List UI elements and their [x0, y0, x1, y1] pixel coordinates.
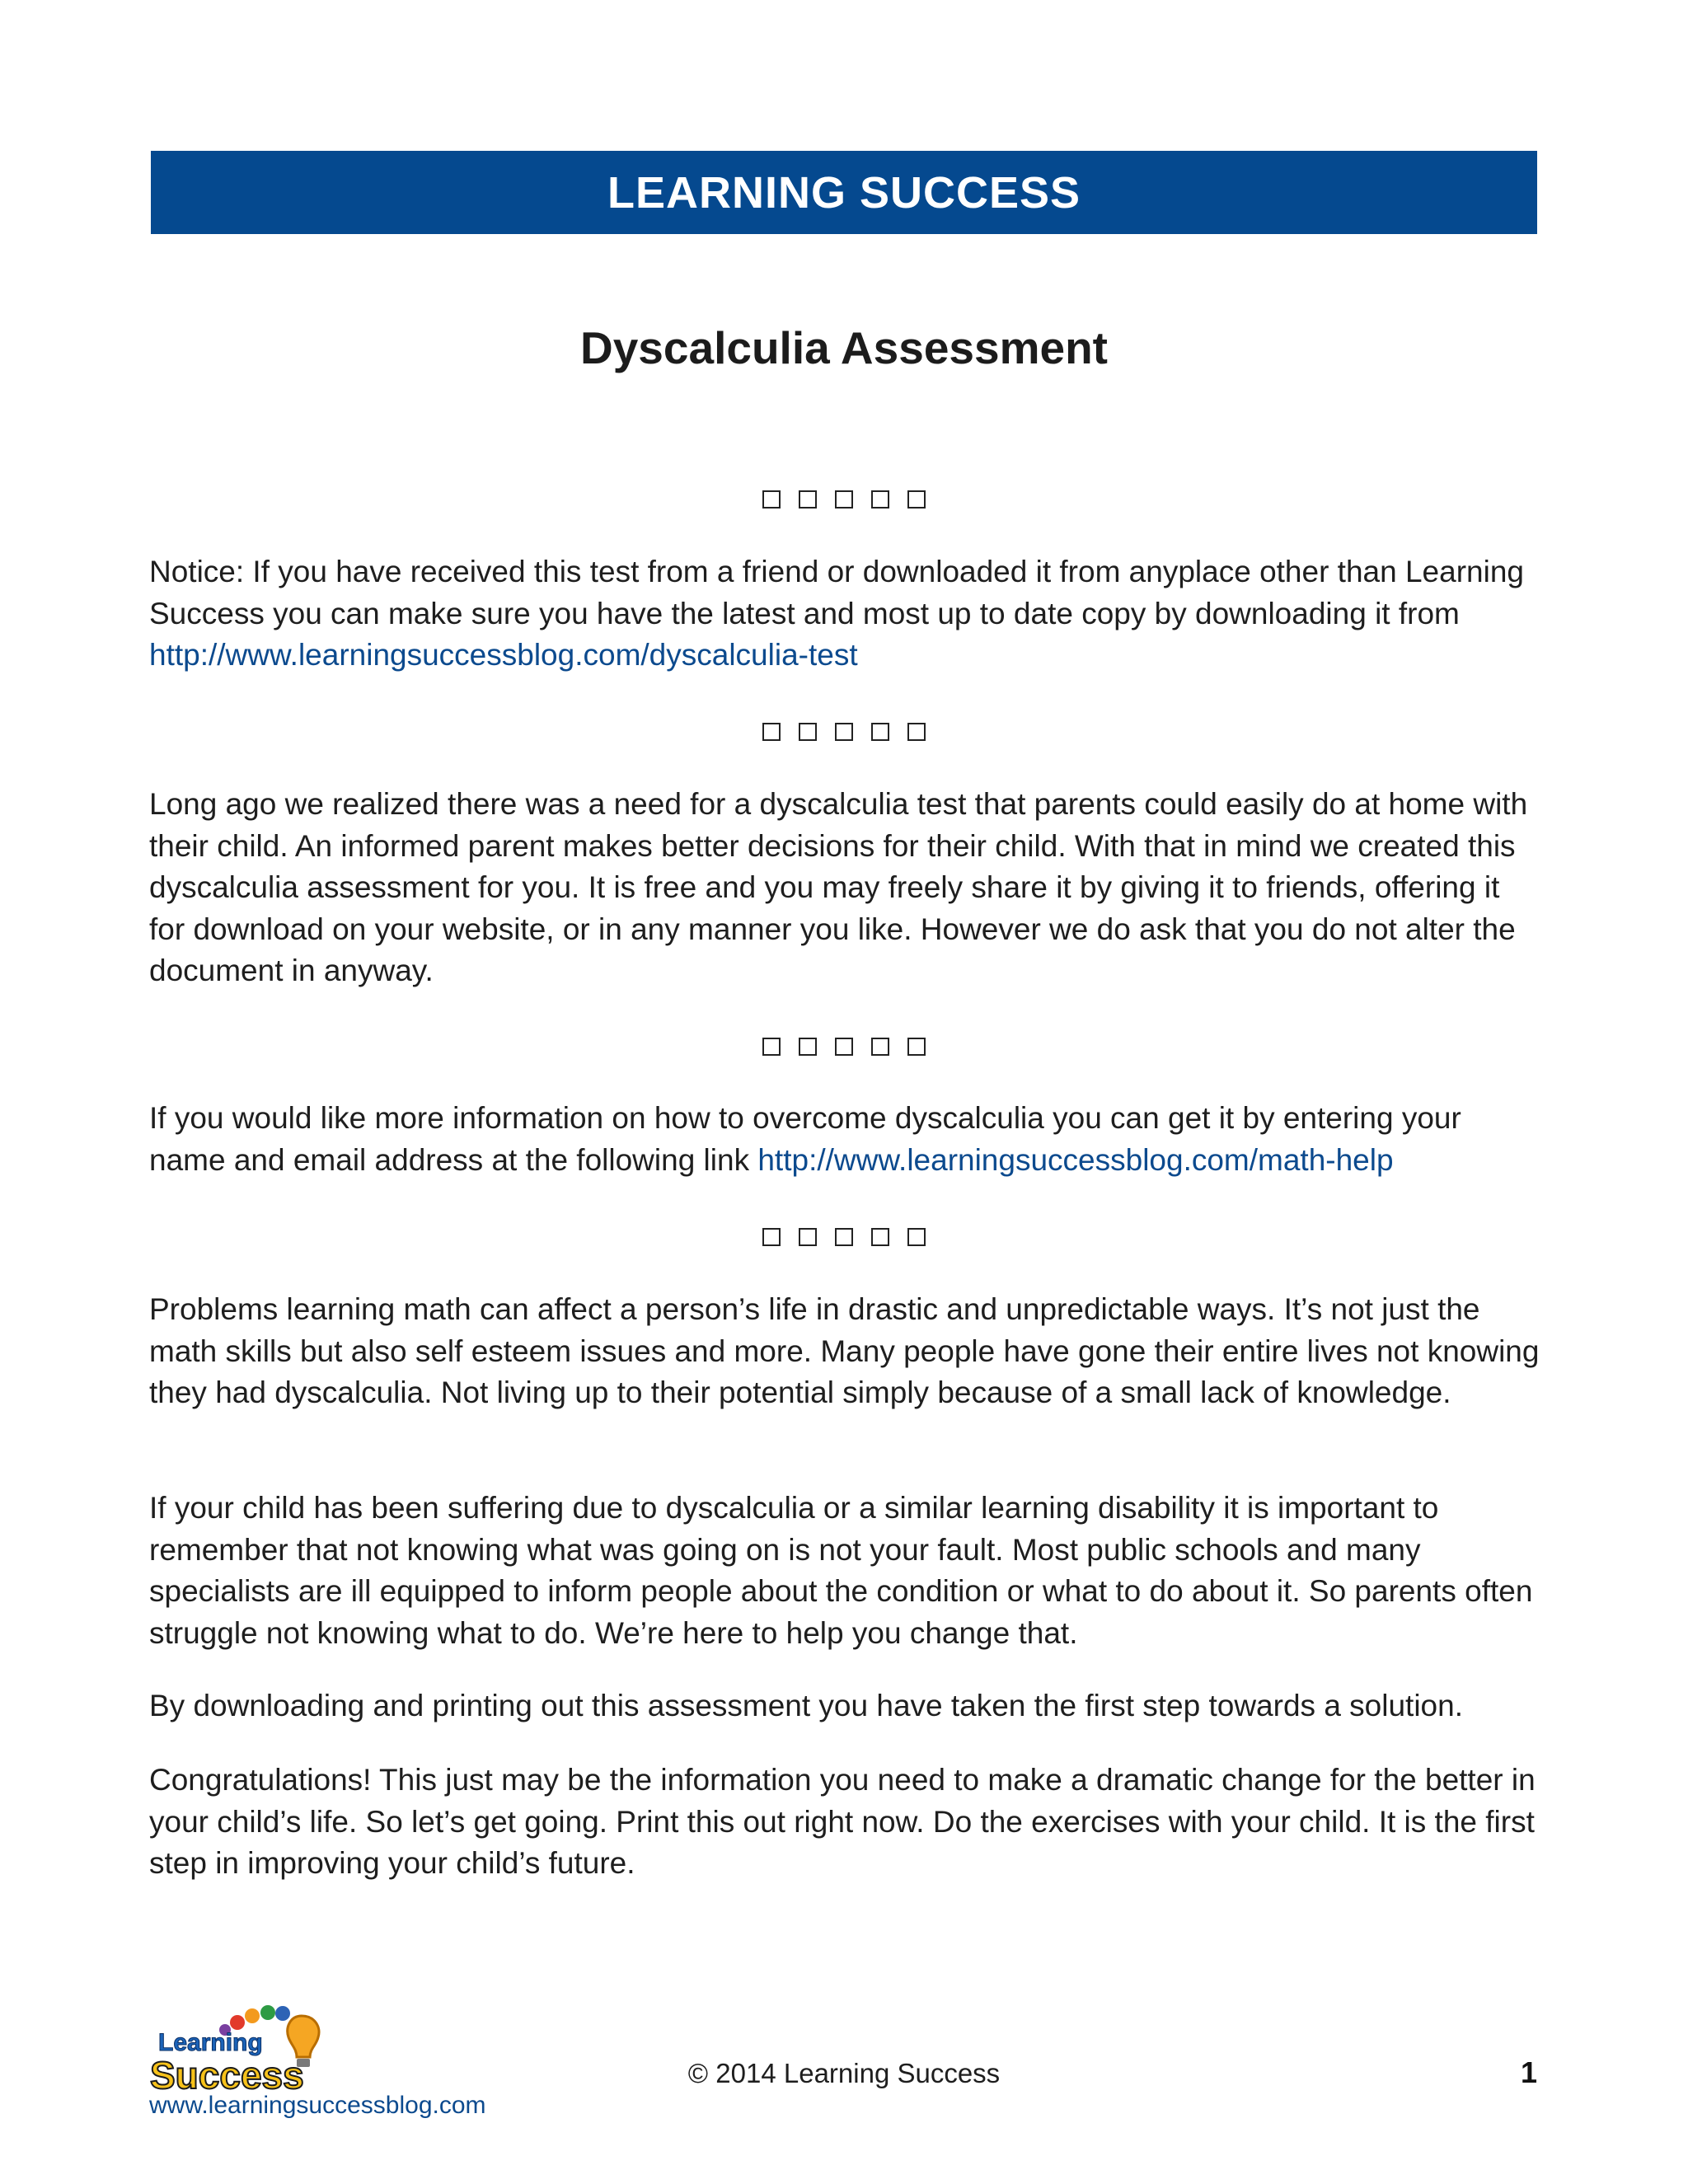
square-bullet-icon [871, 723, 889, 741]
banner-title: LEARNING SUCCESS [607, 167, 1081, 218]
header-banner [151, 151, 1537, 234]
notice-paragraph [149, 551, 1542, 677]
intro-paragraph: Long ago we realized there was a need for a dyscalculia test that parents could easily do at home with their child. An informed parent makes better decisions for their child. With that in mind we created this dyscalculia assessment for you. It is free and you may freely share it by giving it to friends, offering it for download on your website, or in any manner you like. However we do ask that you do not alter the document in anyway. [149, 787, 1528, 987]
square-bullet-icon [762, 723, 781, 741]
square-bullet-icon [871, 1228, 889, 1246]
more-info-text: If you would like more information on how to overcome dyscalculia you can get it by entering your name and email address at the following link [149, 1101, 1461, 1177]
logo-success-text: Success [150, 2054, 304, 2097]
footer-copyright: © 2014 Learning Success [687, 2058, 1001, 2088]
body-paragraph: If your child has been suffering due to dyscalculia or a similar learning disability it is important to remember that not knowing what was going on is not your fault. Most public schools and many specialists are ill equipped to inform people about the condition or what to do about it. So parents often struggle not knowing what to do. We’re here to help you change that. [149, 1491, 1533, 1650]
square-bullet-icon [871, 1038, 889, 1056]
footer-site-url[interactable]: www.learningsuccessblog.com [149, 2092, 486, 2119]
square-bullet-icon [835, 723, 853, 741]
body-paragraph: Problems learning math can affect a person’s life in drastic and unpredictable ways. It’s not just the math skills but also self esteem issues and more. Many people have gone their entire lives not knowing they had dyscalculia. Not living up to their potential simply because of a small lack of knowledge. [149, 1292, 1540, 1409]
section-divider [0, 1221, 1688, 1254]
square-bullet-icon [762, 490, 781, 509]
square-bullet-icon [907, 490, 926, 509]
section-divider [0, 1030, 1688, 1063]
square-bullet-icon [799, 1038, 817, 1056]
square-bullet-icon [835, 1228, 853, 1246]
square-bullet-icon [907, 1228, 926, 1246]
dyscalculia-test-link[interactable]: http://www.learningsuccessblog.com/dyscalculia-test [149, 638, 858, 672]
square-bullet-icon [907, 1038, 926, 1056]
section-divider [0, 483, 1688, 516]
logo-learning-text: Learning [158, 2029, 263, 2056]
square-bullet-icon [799, 490, 817, 509]
square-bullet-icon [871, 490, 889, 509]
square-bullet-icon [835, 490, 853, 509]
body-paragraph: By downloading and printing out this assessment you have taken the first step towards a solution. [149, 1689, 1463, 1722]
square-bullet-icon [799, 723, 817, 741]
page-number: 1 [1520, 2055, 1537, 2089]
body-paragraph: Congratulations! This just may be the information you need to make a dramatic change for the better in your child’s life. So let’s get going. Print this out right now. Do the exercises with your child. It is the first step in improving your child’s future. [149, 1763, 1536, 1880]
square-bullet-icon [799, 1228, 817, 1246]
square-bullet-icon [907, 723, 926, 741]
notice-text: Notice: If you have received this test from a friend or downloaded it from anyplace other than Learning Success you can make sure you have the latest and most up to date copy by downloading it from [149, 555, 1524, 630]
section-divider [0, 715, 1688, 748]
square-bullet-icon [835, 1038, 853, 1056]
square-bullet-icon [762, 1038, 781, 1056]
square-bullet-icon [762, 1228, 781, 1246]
more-info-paragraph [149, 1098, 1542, 1181]
page-title: Dyscalculia Assessment [580, 322, 1108, 373]
math-help-link[interactable]: http://www.learningsuccessblog.com/math-help [757, 1142, 1394, 1177]
